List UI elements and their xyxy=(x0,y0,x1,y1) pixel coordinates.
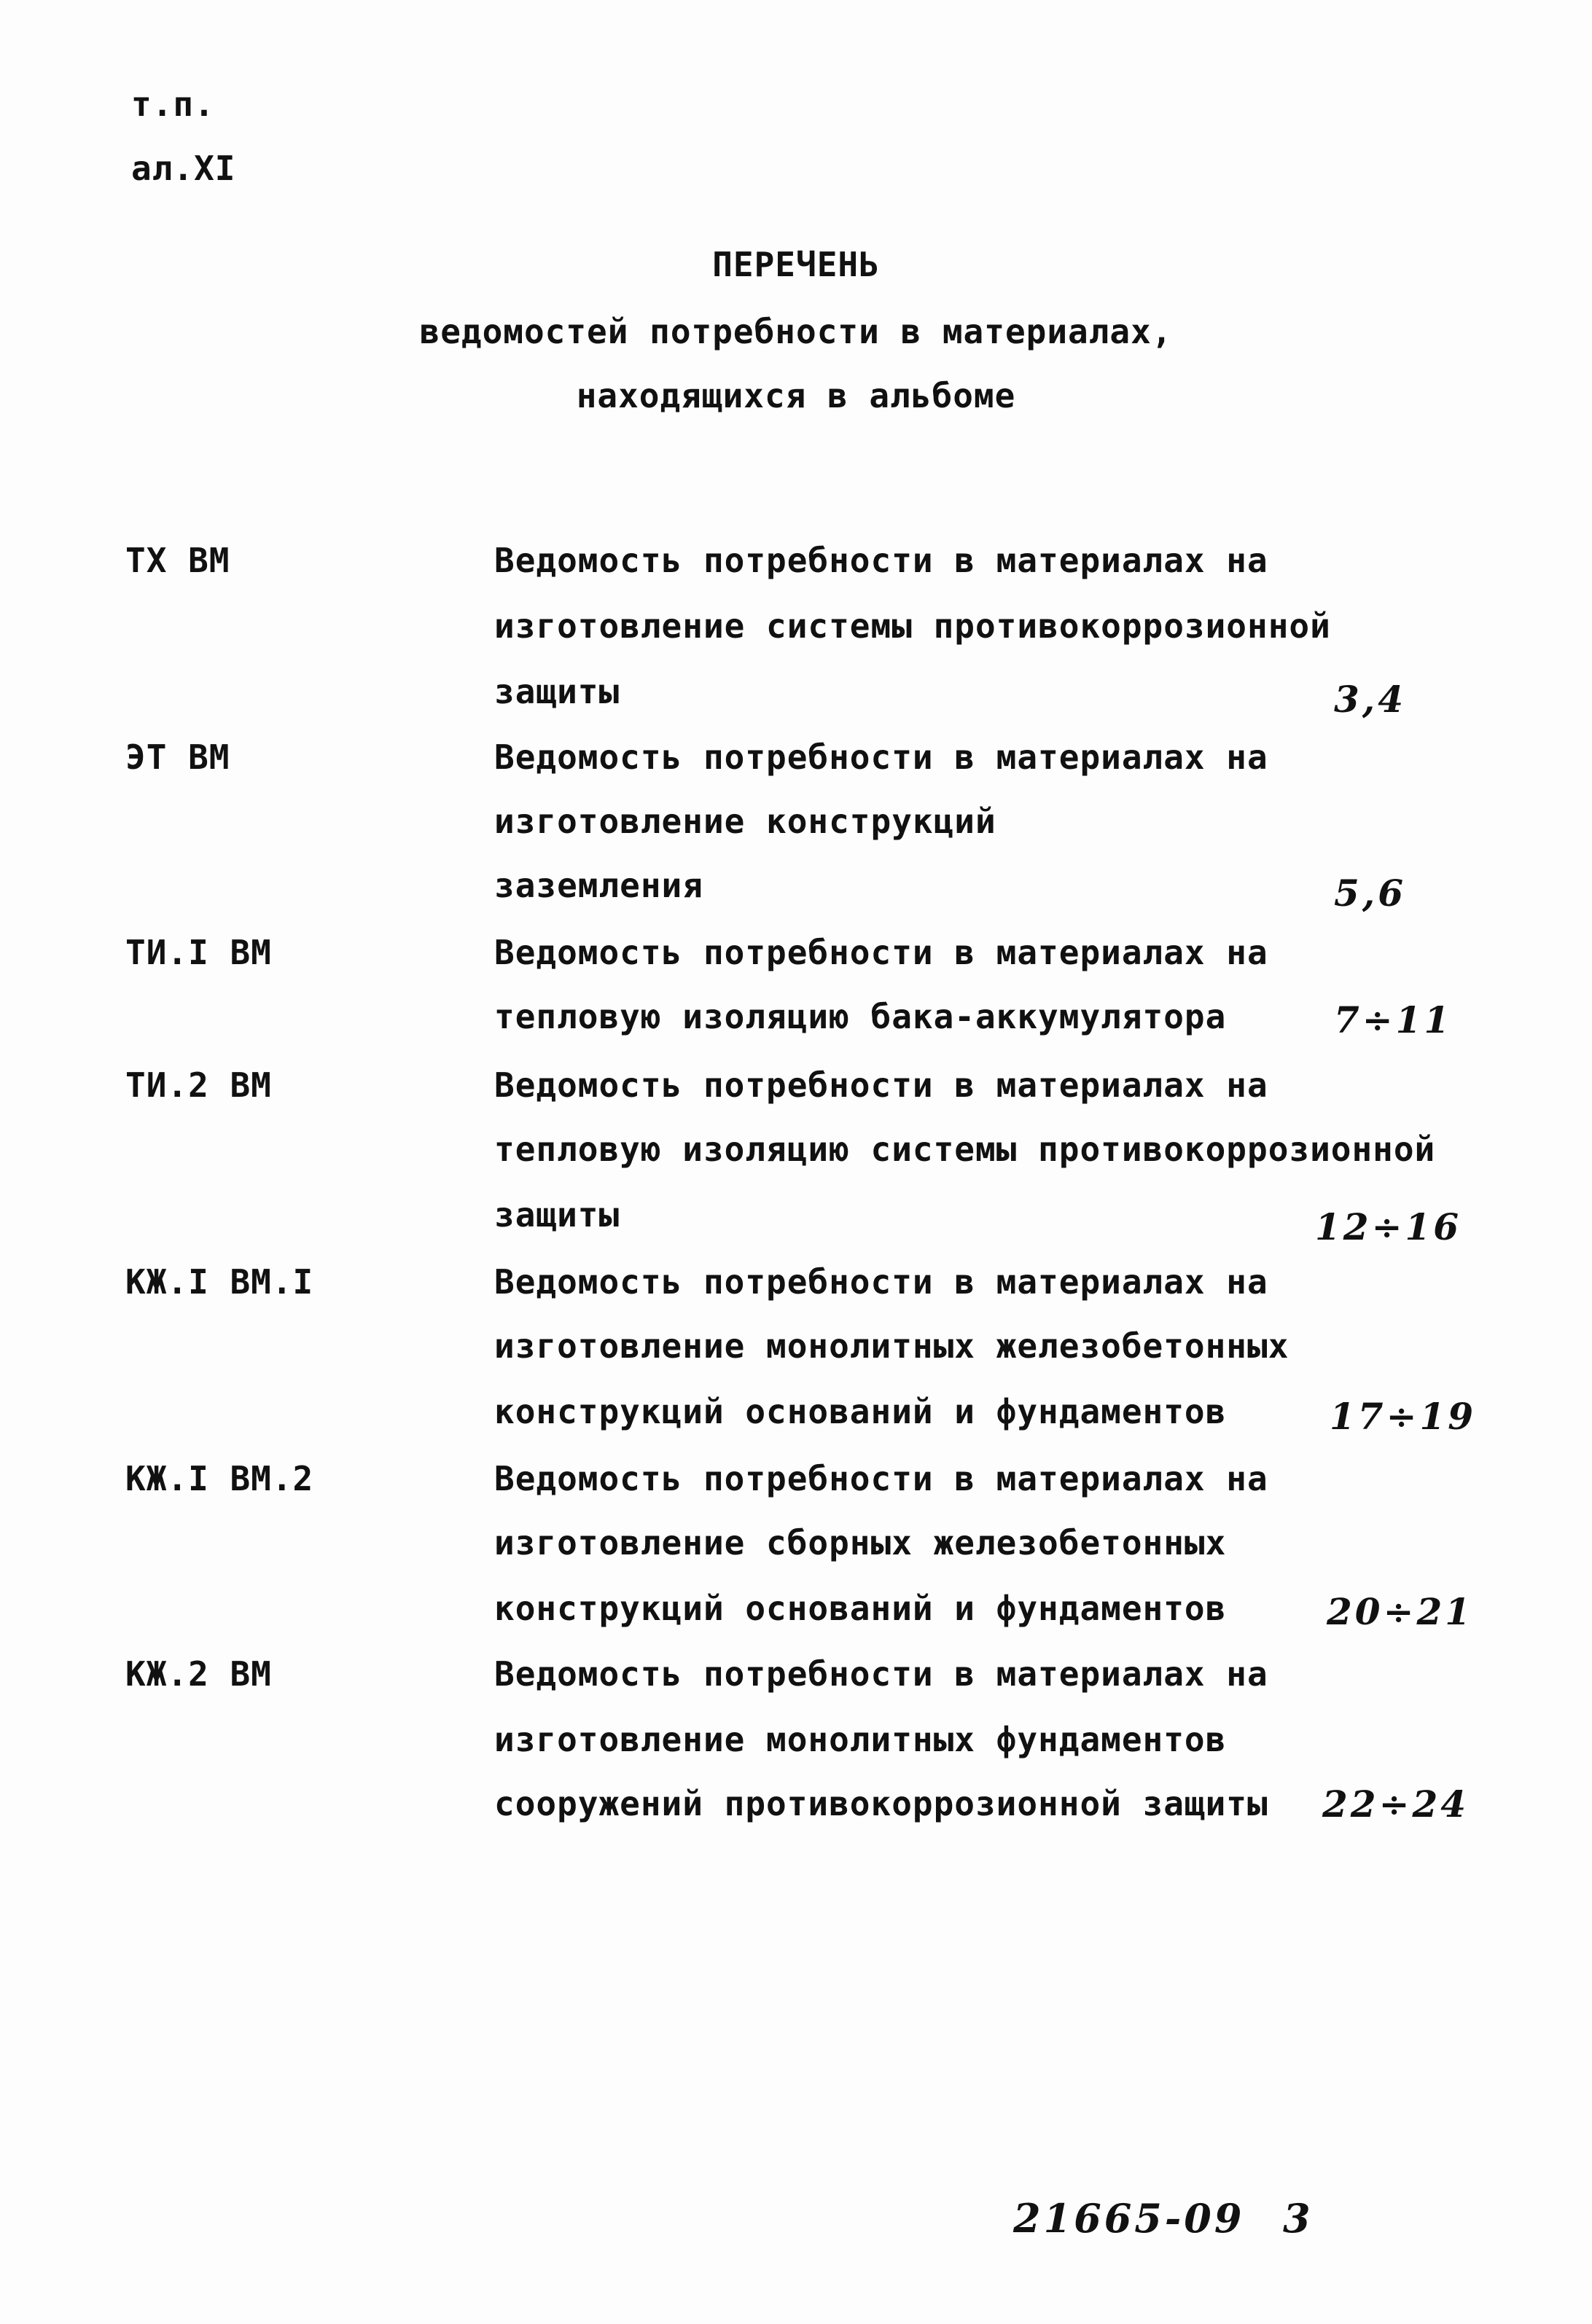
entry-text: Ведомость потребности в материалах на xyxy=(494,1262,1268,1302)
entry-text: конструкций оснований и фундаментов xyxy=(494,1392,1227,1431)
entry-pages: 12÷16 xyxy=(1315,1205,1462,1248)
project-code: т.п. xyxy=(131,85,215,124)
sheet-number: 3 xyxy=(1283,2195,1314,2242)
entry-text: конструкций оснований и фундаментов xyxy=(494,1589,1227,1628)
entry-code: ТХ ВМ xyxy=(125,541,230,580)
entry-text: Ведомость потребности в материалах на xyxy=(494,1654,1268,1694)
entry-text: заземления xyxy=(494,866,703,905)
title-subheading: ведомостей потребности в материалах, xyxy=(419,312,1173,351)
title-heading: ПЕРЕЧЕНЬ xyxy=(712,245,880,284)
entry-text: изготовление конструкций xyxy=(494,802,996,841)
entry-pages: 7÷11 xyxy=(1334,998,1453,1041)
entry-code: КЖ.2 ВМ xyxy=(125,1654,272,1694)
entry-code: ЭТ ВМ xyxy=(125,738,230,777)
entry-code: КЖ.I ВМ.I xyxy=(125,1262,314,1302)
entry-pages: 17÷19 xyxy=(1330,1395,1477,1438)
entry-text: изготовление монолитных железобетонных xyxy=(494,1326,1289,1366)
entry-text: тепловую изоляцию бака-аккумулятора xyxy=(494,997,1227,1036)
entry-pages: 20÷21 xyxy=(1327,1590,1474,1633)
entry-text: защиты xyxy=(494,1195,620,1235)
entry-text: изготовление системы противокоррозионной xyxy=(494,606,1331,646)
entry-text: Ведомость потребности в материалах на xyxy=(494,1459,1268,1498)
entry-text: защиты xyxy=(494,672,620,711)
entry-pages: 5,6 xyxy=(1334,872,1406,915)
entry-text: Ведомость потребности в материалах на xyxy=(494,1065,1268,1105)
entry-text: Ведомость потребности в материалах на xyxy=(494,738,1268,777)
title-subheading-2: находящихся в альбоме xyxy=(576,376,1016,415)
entry-pages: 3,4 xyxy=(1334,678,1406,721)
entry-text: изготовление сборных железобетонных xyxy=(494,1523,1227,1562)
entry-text: Ведомость потребности в материалах на xyxy=(494,541,1268,580)
document-number: 21665-09 xyxy=(1013,2195,1245,2242)
entry-text: тепловую изоляцию системы противокоррозионной xyxy=(494,1130,1436,1169)
album-number: ал.XI xyxy=(131,149,236,188)
entry-code: ТИ.2 ВМ xyxy=(125,1065,272,1105)
entry-text: изготовление монолитных фундаментов xyxy=(494,1720,1227,1759)
entry-code: КЖ.I ВМ.2 xyxy=(125,1459,314,1498)
entry-text: сооружений противокоррозионной защиты xyxy=(494,1784,1268,1823)
entry-pages: 22÷24 xyxy=(1322,1783,1470,1826)
entry-text: Ведомость потребности в материалах на xyxy=(494,933,1268,972)
entry-code: ТИ.I ВМ xyxy=(125,933,272,972)
